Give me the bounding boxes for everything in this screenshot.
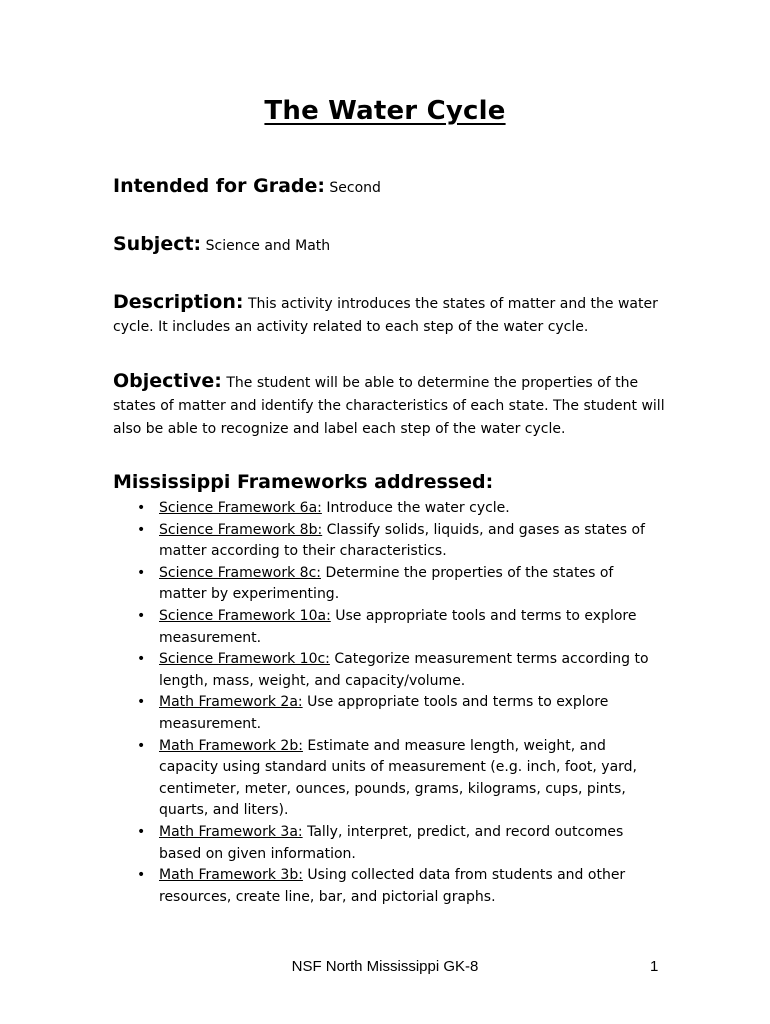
page-number: 1: [650, 958, 659, 975]
description-value: This activity introduces the states of matter and the water cycle. It includes an activity related to each step of the water cycle.: [113, 296, 658, 335]
list-item: [113, 822, 673, 865]
framework-name: Math Framework 2b:: [159, 737, 303, 754]
list-item: [113, 865, 673, 908]
framework-text: Estimate and measure length, weight, and capacity using standard units of measurement (e.g. inch, foot, yard, centimeter, meter, ounces, pounds, grams, kilograms, cups, pints, quarts, and liters).: [159, 737, 638, 819]
list-item: [113, 606, 673, 649]
bullet-icon: •: [137, 564, 146, 581]
framework-text: Categorize measurement terms according to length, mass, weight, and capacity/volume.: [159, 651, 649, 689]
framework-text: Use appropriate tools and terms to explore measurement.: [159, 607, 637, 646]
objective-value: The student will be able to determine the properties of the states of matter and identify the characteristics of each state. The student will also be able to recognize and label each step of the water cycle.: [113, 375, 665, 437]
bullet-icon: •: [137, 651, 146, 668]
list-item: [113, 736, 673, 822]
framework-name: Math Framework 3a:: [159, 823, 303, 840]
objective-field: [113, 370, 673, 441]
list-item: [113, 563, 673, 606]
framework-name: Science Framework 10c:: [159, 651, 330, 668]
bullet-icon: •: [137, 737, 146, 754]
bullet-icon: •: [137, 500, 146, 516]
framework-text: Determine the properties of the states of matter by experimenting.: [159, 564, 614, 603]
frameworks-heading: Mississippi Frameworks addressed:: [113, 471, 494, 493]
page-title: The Water Cycle: [264, 96, 506, 126]
bullet-icon: •: [137, 867, 146, 884]
framework-text: Introduce the water cycle.: [326, 500, 510, 516]
bullet-icon: •: [137, 823, 146, 840]
footer-text: NSF North Mississippi GK-8: [291, 958, 479, 975]
framework-name: Math Framework 2a:: [159, 694, 303, 711]
bullet-icon: •: [137, 607, 146, 624]
framework-text: Tally, interpret, predict, and record outcomes based on given information.: [159, 823, 624, 862]
framework-text: Use appropriate tools and terms to explore measurement.: [159, 694, 609, 732]
list-item: [113, 498, 673, 520]
framework-name: Science Framework 10a:: [159, 607, 331, 624]
description-label: Description:: [113, 291, 244, 313]
description-field: [113, 291, 673, 339]
framework-name: Science Framework 8b:: [159, 521, 323, 538]
framework-name: Science Framework 8c:: [159, 564, 321, 581]
grade-value: Second: [329, 180, 381, 196]
framework-text: Using collected data from students and other resources, create line, bar, and pictorial graphs.: [159, 867, 626, 905]
subject-field: [113, 233, 673, 258]
grade-field: [113, 175, 673, 200]
framework-text: Classify solids, liquids, and gases as states of matter according to their characteristics.: [159, 521, 645, 560]
grade-label: Intended for Grade:: [113, 175, 325, 197]
framework-name: Science Framework 6a:: [159, 500, 322, 516]
list-item: [113, 649, 673, 692]
frameworks-list: [113, 498, 673, 908]
subject-label: Subject:: [113, 233, 202, 255]
subject-value: Science and Math: [205, 238, 331, 254]
framework-name: Math Framework 3b:: [159, 867, 303, 884]
bullet-icon: •: [137, 694, 146, 711]
list-item: [113, 692, 673, 735]
bullet-icon: •: [137, 521, 146, 538]
objective-label: Objective:: [113, 370, 222, 392]
list-item: [113, 520, 673, 563]
